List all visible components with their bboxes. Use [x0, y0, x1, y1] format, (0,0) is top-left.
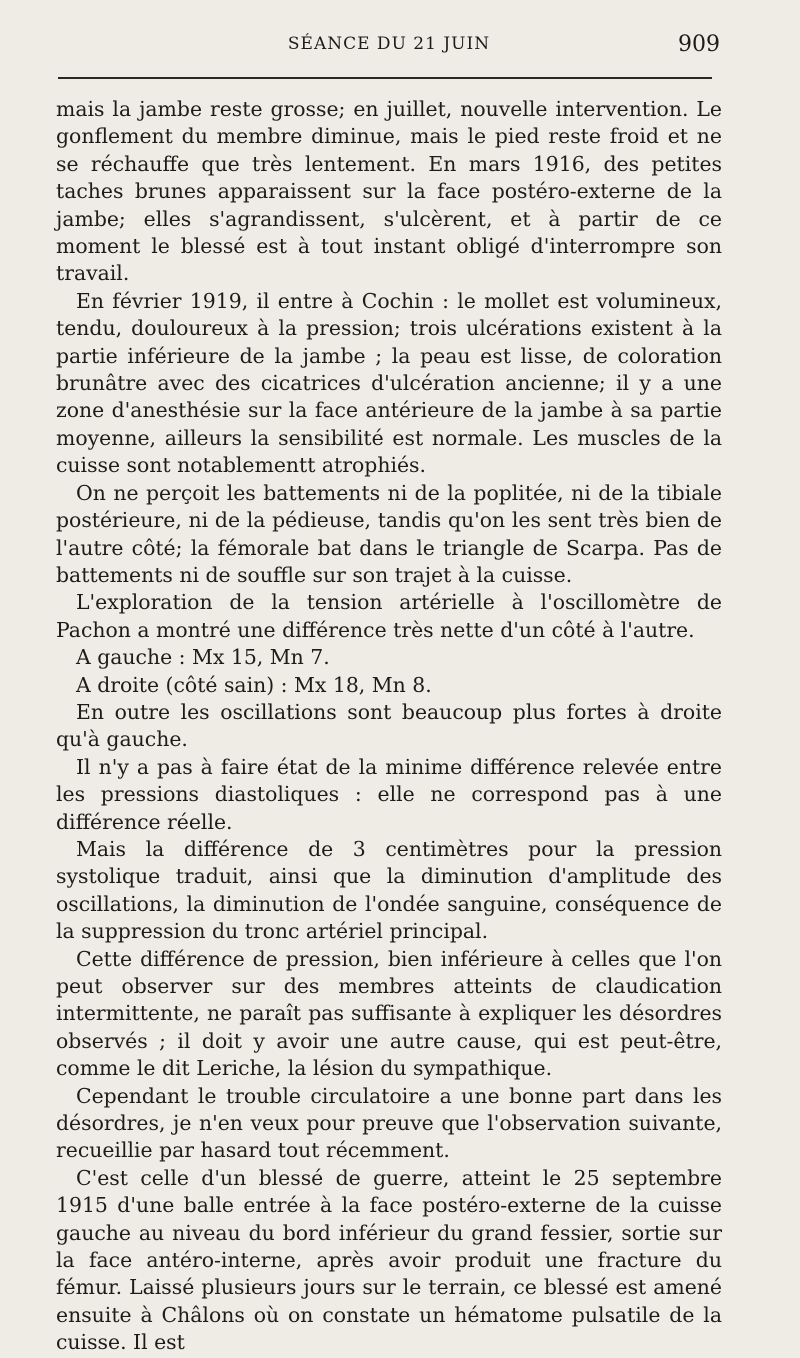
paragraph: En février 1919, il entre à Cochin : le mollet est volumineux, tendu, douloureux à la pression; trois ulcérations existent à la partie inférieure de la jambe ; la peau est lisse, de coloration brunâtre avec des cicatrices d'ulcération ancienne; il y a une zone d'anesthésie sur la face antérieure de la jambe à sa partie moyenne, ailleurs la sensibilité est normale. Les muscles de la cuisse sont notablementt atrophiés.: [56, 288, 722, 478]
paragraph: En outre les oscillations sont beaucoup plus fortes à droite qu'à gauche.: [56, 699, 722, 752]
paragraph: On ne perçoit les battements ni de la poplitée, ni de la tibiale postérieure, ni de la pédieuse, tandis qu'on les sent très bien de l'autre côté; la fémorale bat dans le triangle de Scarpa. Pas de battements ni de souffle sur son trajet à la cuisse.: [56, 480, 722, 587]
paragraph: A gauche : Mx 15, Mn 7.: [76, 645, 330, 670]
body-text: [56, 96, 722, 1357]
paragraph: mais la jambe reste grosse; en juillet, nouvelle intervention. Le gonflement du membre diminue, mais le pied reste froid et ne se réchauffe que très lentement. En mars 1916, des petites taches brunes apparaissent sur la face postéro-externe de la jambe; elles s'agrandissent, s'ulcèrent, et à partir de ce moment le blessé est à tout instant obligé d'interrompre son travail.: [56, 97, 722, 286]
page-number: 909: [678, 32, 720, 57]
paragraph: Mais la différence de 3 centimètres pour la pression systolique traduit, ainsi que la diminution d'amplitude des oscillations, la diminution de l'ondée sanguine, conséquence de la suppression du tronc artériel principal.: [56, 836, 722, 944]
page-header: [58, 34, 720, 64]
header-rule: [58, 77, 712, 79]
paragraph: A droite (côté sain) : Mx 18, Mn 8.: [76, 672, 432, 697]
paragraph: Il n'y a pas à faire état de la minime différence relevée entre les pressions diastoliques : elle ne correspond pas à une différence réelle.: [56, 754, 722, 834]
paragraph: C'est celle d'un blessé de guerre, atteint le 25 septembre 1915 d'une balle entrée à la face postéro-externe de la cuisse gauche au niveau du bord inférieur du grand fessier, sortie sur la face antéro-interne, après avoir produit une fracture du fémur. Laissé plusieurs jours sur le terrain, ce blessé est amené ensuite à Châlons où on constate un hématome pulsatile de la cuisse. Il est: [56, 1165, 722, 1355]
paragraph: L'exploration de la tension artérielle à l'oscillomètre de Pachon a montré une différence très nette d'un côté à l'autre.: [56, 590, 722, 642]
running-title: SÉANCE DU 21 JUIN: [287, 34, 491, 54]
paragraph: Cette différence de pression, bien inférieure à celles que l'on peut observer sur des membres atteints de claudication intermittente, ne paraît pas suffisante à expliquer les désordres observés ; il doit y avoir une autre cause, qui est peut-être, comme le dit Leriche, la lésion du sympathique.: [56, 946, 722, 1081]
paragraph: Cependant le trouble circulatoire a une bonne part dans les désordres, je n'en veux pour preuve que l'observation suivante, recueillie par hasard tout récemment.: [56, 1083, 722, 1163]
